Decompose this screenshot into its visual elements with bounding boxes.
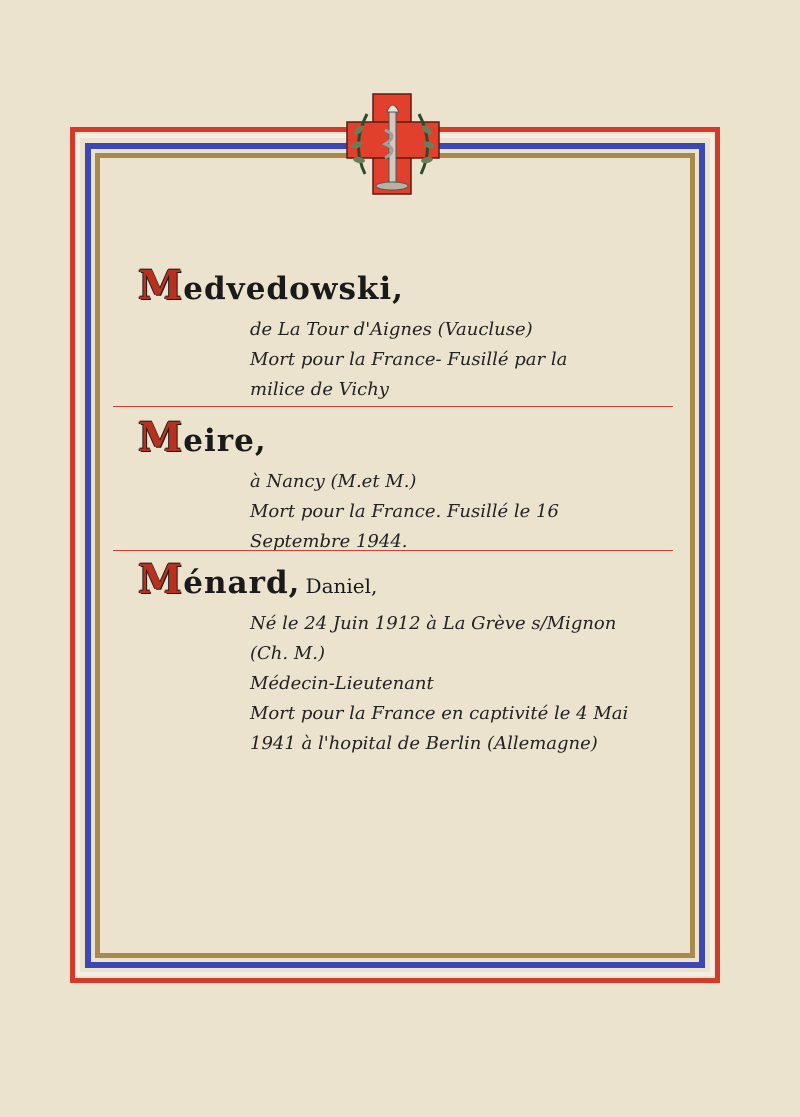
entry-divider	[113, 406, 673, 407]
detail-line: milice de Vichy	[250, 379, 389, 400]
surname-suffix: ,	[254, 423, 267, 459]
illuminated-initial: M	[138, 262, 184, 309]
detail-line: de La Tour d'Aignes (Vaucluse)	[250, 319, 533, 340]
illuminated-initial: M	[138, 556, 184, 603]
entry-menard	[138, 556, 698, 759]
red-cross-emblem-icon	[343, 90, 443, 200]
entry-details	[250, 609, 698, 759]
detail-line: Médecin-Lieutenant	[250, 673, 434, 694]
entry-name	[138, 262, 698, 309]
entry-meire	[138, 414, 698, 557]
surname-rest: eire	[183, 423, 255, 459]
given-name: Daniel,	[305, 574, 378, 598]
surname-suffix: ,	[392, 271, 404, 307]
surname-rest: énard	[183, 565, 289, 601]
surname-suffix: ,	[288, 565, 301, 601]
detail-line: (Ch. M.)	[250, 643, 326, 664]
entry-details	[250, 467, 698, 557]
detail-line: 1941 à l'hopital de Berlin (Allemagne)	[250, 733, 598, 754]
detail-line: Mort pour la France. Fusillé le 16	[250, 501, 559, 522]
entry-medvedowski	[138, 262, 698, 405]
entry-name	[138, 556, 698, 603]
detail-line: Né le 24 Juin 1912 à La Grève s/Mignon	[250, 613, 617, 634]
detail-line: Mort pour la France en captivité le 4 Mai	[250, 703, 629, 724]
entry-divider	[113, 550, 673, 551]
entry-name	[138, 414, 698, 461]
surname-rest: edvedowski	[183, 271, 393, 307]
illuminated-initial: M	[138, 414, 184, 461]
detail-line: Septembre 1944.	[250, 531, 408, 552]
detail-line: à Nancy (M.et M.)	[250, 471, 417, 492]
entry-details	[250, 315, 698, 405]
detail-line: Mort pour la France- Fusillé par la	[250, 349, 568, 370]
